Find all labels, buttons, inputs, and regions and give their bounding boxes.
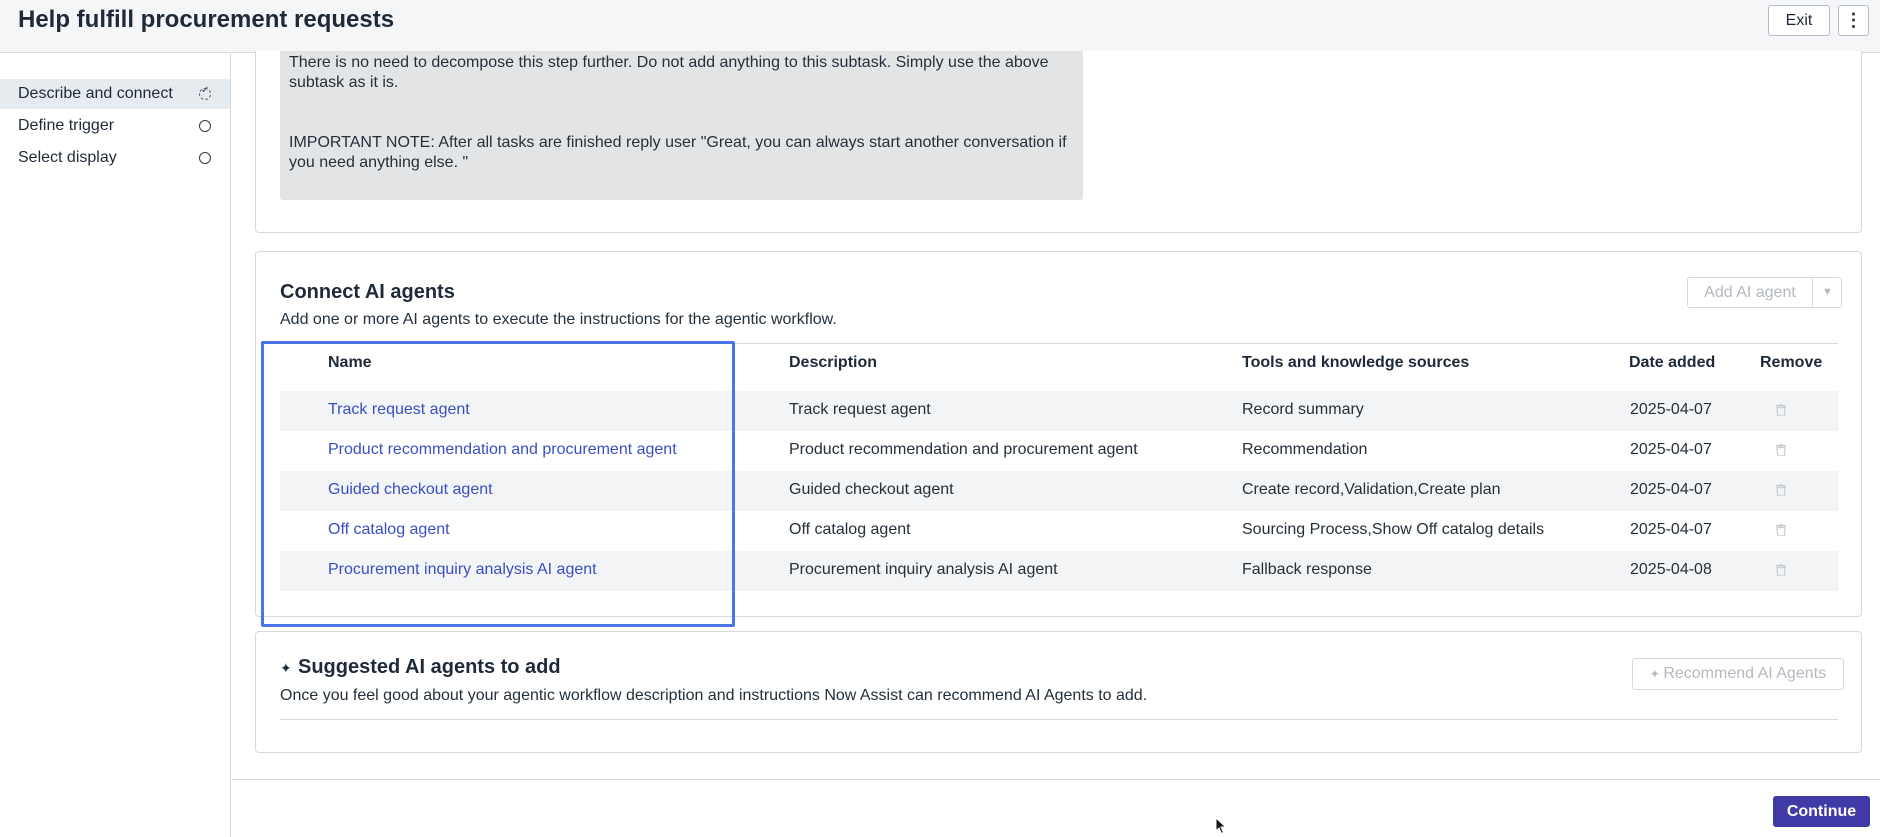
- table-row: [280, 391, 1838, 431]
- page-title: Help fulfill procurement requests: [18, 6, 395, 33]
- sidebar-step-define-trigger[interactable]: [0, 111, 230, 141]
- main-content: [232, 53, 1880, 837]
- agent-name-link[interactable]: Procurement inquiry analysis AI agent: [328, 561, 597, 578]
- more-options-button[interactable]: ⋮: [1838, 5, 1869, 36]
- continue-button[interactable]: Continue: [1773, 796, 1870, 827]
- column-header-tools: Tools and knowledge sources: [1242, 354, 1470, 371]
- step-in-progress-icon: [199, 88, 211, 100]
- agent-tools: Fallback response: [1242, 561, 1372, 578]
- agent-name-link[interactable]: Track request agent: [328, 401, 470, 418]
- agent-name-link[interactable]: Off catalog agent: [328, 521, 450, 538]
- instructions-paragraph: There is no need to decompose this step further. Do not add anything to this subtask. Simply use the above subtask as it is.: [289, 54, 1049, 91]
- suggested-agents-title: Suggested AI agents to add: [298, 656, 561, 678]
- agent-tools: Recommendation: [1242, 441, 1368, 458]
- agent-description: Track request agent: [789, 401, 931, 418]
- table-row: [280, 511, 1838, 551]
- agent-tools: Record summary: [1242, 401, 1364, 418]
- agent-tools: Create record,Validation,Create plan: [1242, 481, 1501, 498]
- column-header-date-added: Date added: [1629, 354, 1716, 371]
- sidebar-step-select-display[interactable]: [0, 143, 230, 173]
- mouse-cursor-icon: [1215, 817, 1227, 835]
- trash-icon[interactable]: [1776, 404, 1786, 416]
- agent-description: Product recommendation and procurement agent: [789, 441, 1138, 458]
- step-empty-circle-icon: [199, 152, 211, 164]
- recommend-ai-agents-label: Recommend AI Agents: [1663, 665, 1827, 682]
- suggested-agents-description: Once you feel good about your agentic workflow description and instructions Now Assist can recommend AI Agents to add.: [280, 687, 1148, 704]
- sparkle-icon: ✦: [1649, 667, 1664, 681]
- column-header-name: Name: [328, 354, 372, 371]
- agent-tools: Sourcing Process,Show Off catalog details: [1242, 521, 1545, 538]
- column-header-description: Description: [789, 354, 878, 371]
- divider: [280, 719, 1838, 720]
- instructions-text-block: [280, 51, 1083, 200]
- sparkle-icon: ✦: [280, 660, 292, 676]
- suggested-agents-card: [255, 631, 1862, 753]
- add-ai-agent-split-button: [1687, 277, 1842, 308]
- agent-description: Guided checkout agent: [789, 481, 954, 498]
- sidebar-step-label: Define trigger: [18, 117, 115, 134]
- column-header-remove: Remove: [1760, 354, 1823, 371]
- recommend-ai-agents-button[interactable]: [1632, 658, 1844, 690]
- add-ai-agent-button[interactable]: Add AI agent: [1688, 278, 1813, 307]
- agent-date-added: 2025-04-07: [1630, 521, 1712, 538]
- divider: [280, 343, 1838, 344]
- chevron-down-icon[interactable]: ▼: [1822, 286, 1833, 298]
- agent-date-added: 2025-04-08: [1630, 561, 1712, 578]
- sidebar-step-label: Select display: [18, 149, 117, 166]
- table-row: [280, 431, 1838, 471]
- agent-name-link[interactable]: Product recommendation and procurement agent: [328, 441, 677, 458]
- agent-date-added: 2025-04-07: [1630, 401, 1712, 418]
- exit-button[interactable]: Exit: [1768, 5, 1830, 36]
- step-empty-circle-icon: [199, 120, 211, 132]
- footer-divider: [232, 779, 1880, 780]
- table-row: [280, 471, 1838, 511]
- instructions-paragraph: IMPORTANT NOTE: After all tasks are finished reply user "Great, you can always start another conversation if you need anything else. ": [289, 134, 1067, 171]
- table-row: [280, 551, 1838, 591]
- sidebar-step-label: Describe and connect: [18, 85, 173, 102]
- header: [0, 0, 1880, 53]
- sidebar-step-describe-and-connect[interactable]: [0, 79, 230, 109]
- trash-icon[interactable]: [1776, 444, 1786, 456]
- trash-icon[interactable]: [1776, 484, 1786, 496]
- connect-agents-title: Connect AI agents: [280, 281, 455, 303]
- connect-agents-description: Add one or more AI agents to execute the instructions for the agentic workflow.: [280, 311, 837, 328]
- agent-description: Off catalog agent: [789, 521, 911, 538]
- agent-name-link[interactable]: Guided checkout agent: [328, 481, 493, 498]
- agent-date-added: 2025-04-07: [1630, 481, 1712, 498]
- trash-icon[interactable]: [1776, 524, 1786, 536]
- sidebar: [0, 53, 231, 837]
- agent-date-added: 2025-04-07: [1630, 441, 1712, 458]
- agent-description: Procurement inquiry analysis AI agent: [789, 561, 1058, 578]
- trash-icon[interactable]: [1776, 564, 1786, 576]
